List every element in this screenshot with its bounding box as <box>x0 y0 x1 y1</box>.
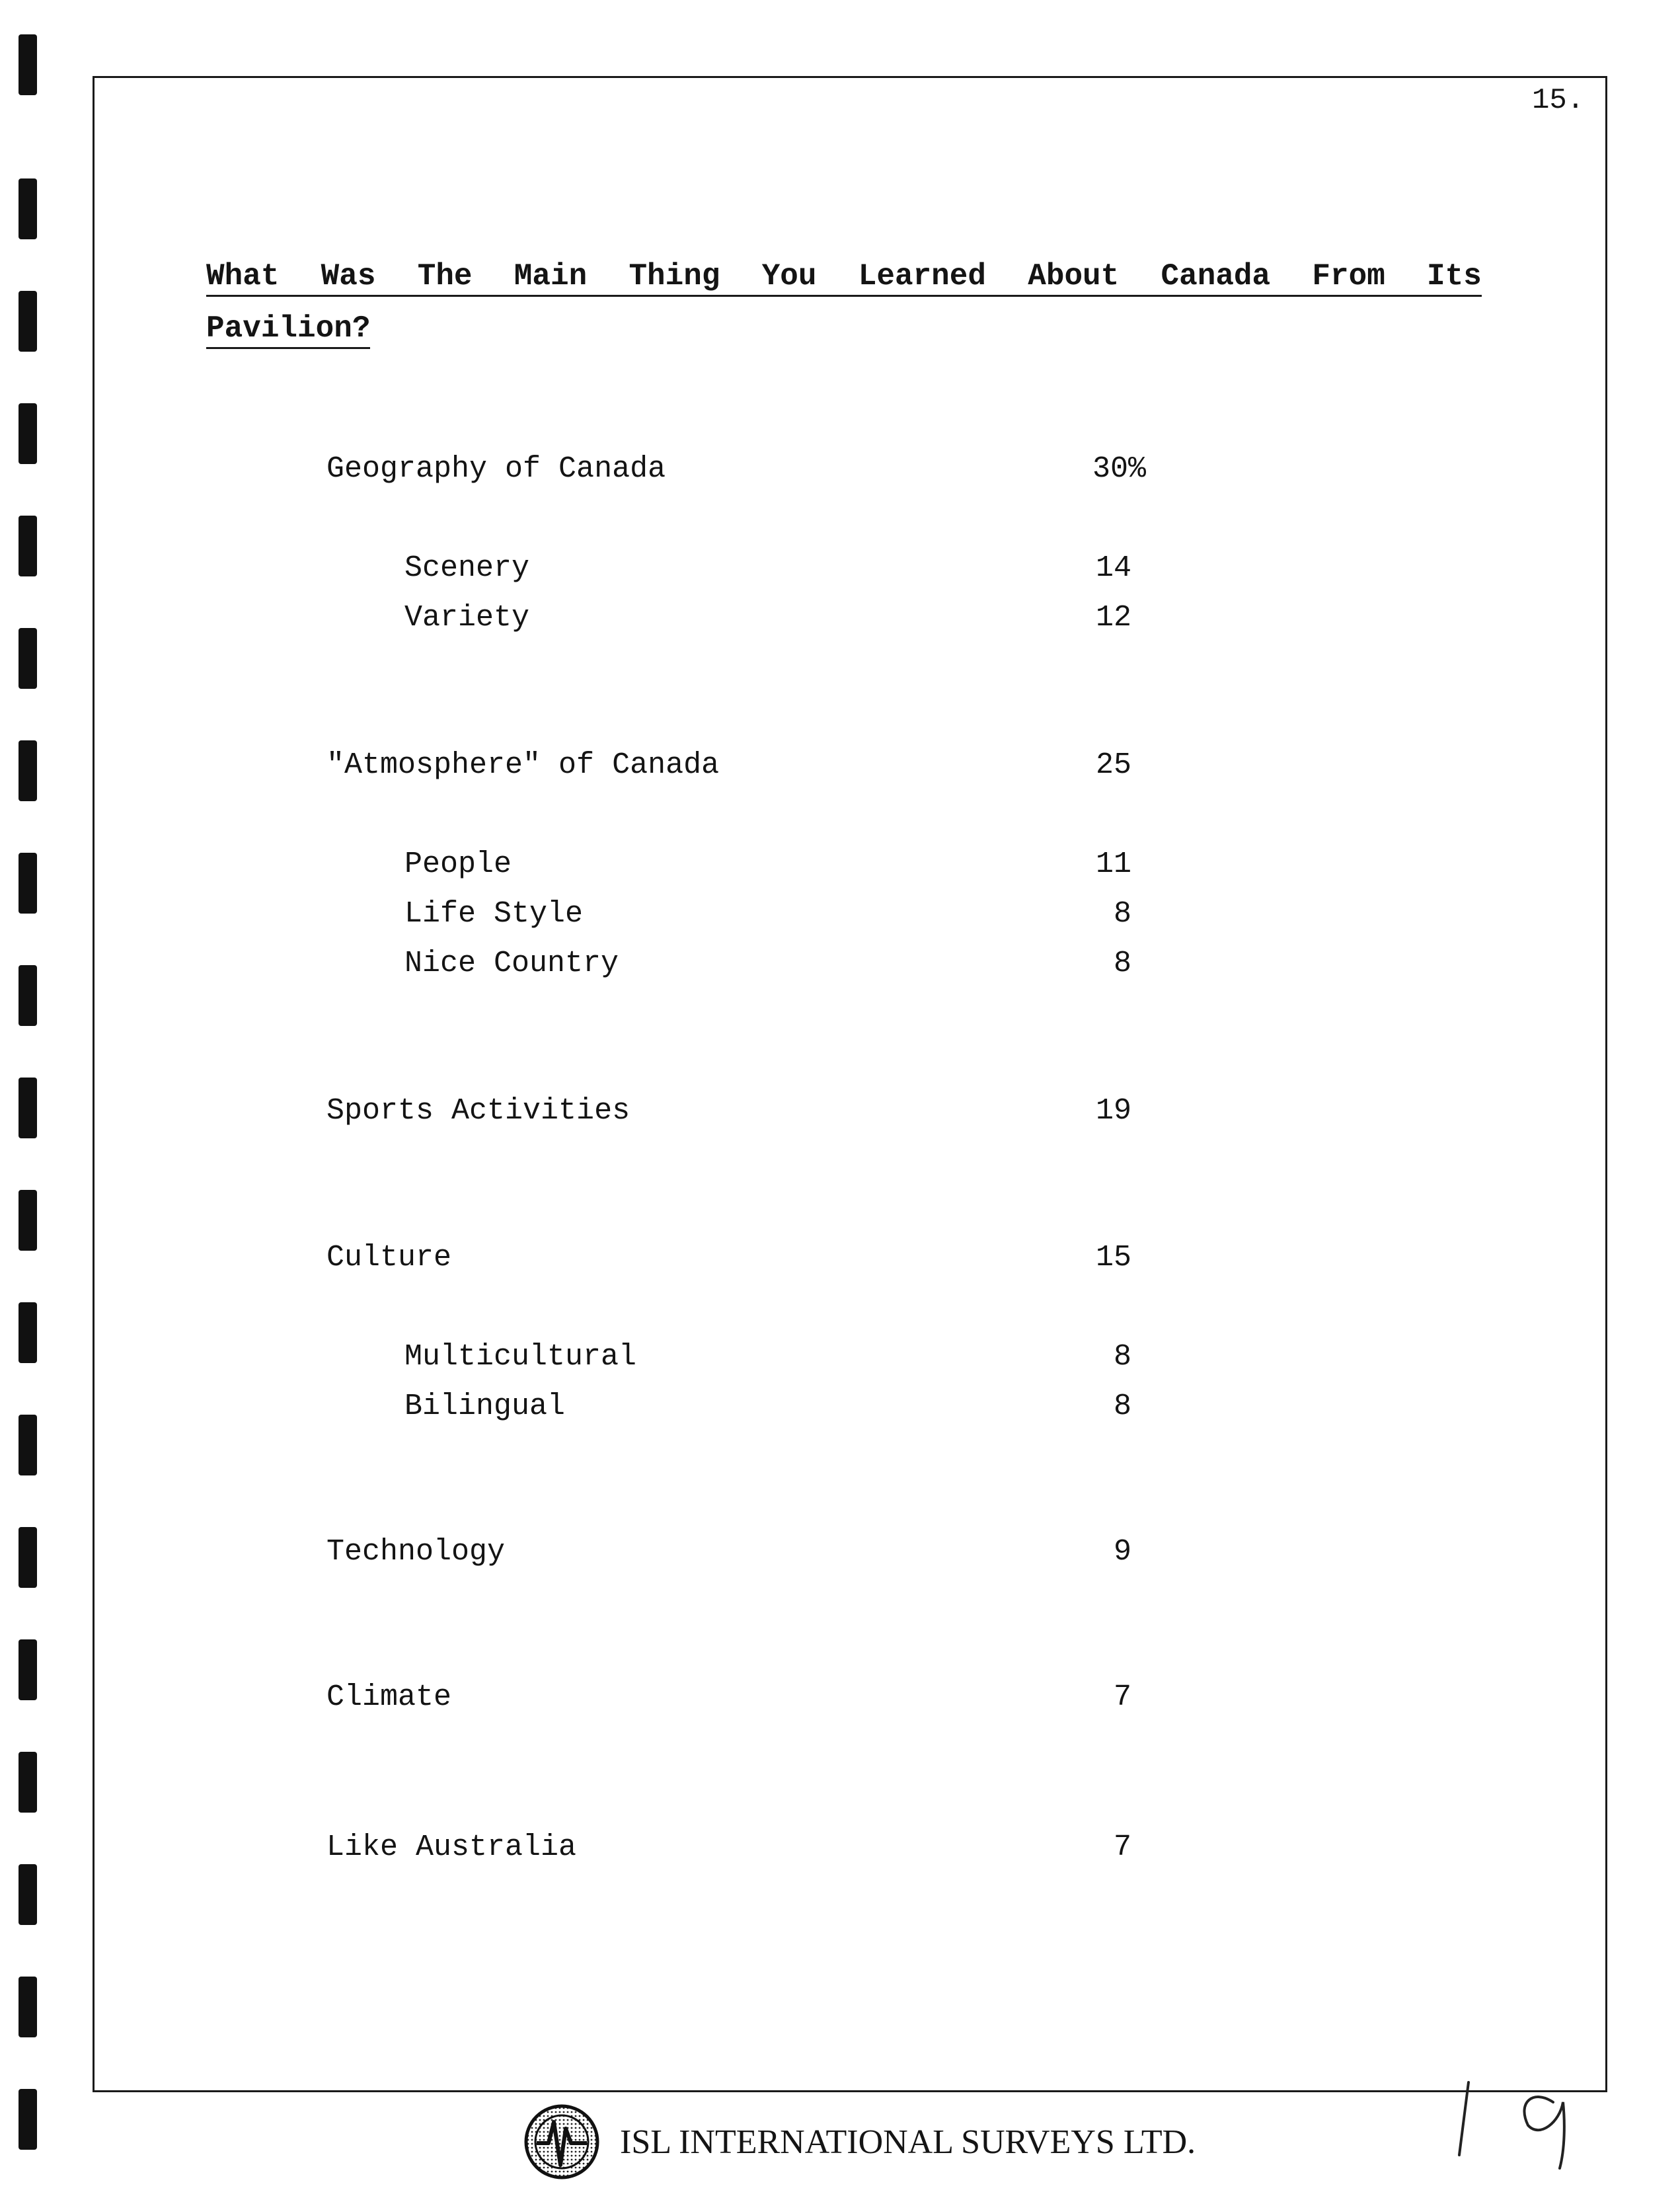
row-label: Multicultural <box>404 1340 637 1374</box>
row-label: "Atmosphere" of Canada <box>326 748 720 782</box>
binding-hole <box>19 34 37 95</box>
category-row <box>0 450 1680 489</box>
row-value: 15 <box>1095 1241 1131 1275</box>
page-frame <box>93 76 1607 2092</box>
title-line-1 <box>206 258 1482 297</box>
binding-hole <box>19 1977 37 2037</box>
title-word: About <box>1028 259 1120 294</box>
subcategory-row <box>0 944 1680 984</box>
row-label: Variety <box>404 601 530 635</box>
row-value: 30% <box>1092 452 1146 486</box>
row-value: 11 <box>1095 847 1131 881</box>
category-row <box>0 1678 1680 1717</box>
title-word: Canada <box>1161 259 1271 294</box>
category-row <box>0 746 1680 785</box>
title-word: Thing <box>629 259 720 294</box>
subcategory-row <box>0 598 1680 638</box>
title-word: The <box>417 259 473 294</box>
title-word: Main <box>514 259 588 294</box>
row-label: Geography of Canada <box>326 452 666 486</box>
row-label: Climate <box>326 1680 452 1714</box>
title-word: Was <box>321 259 376 294</box>
row-value: 19 <box>1095 1094 1131 1128</box>
footer <box>522 2099 1196 2185</box>
binding-hole <box>19 178 37 239</box>
title-line-2: Pavilion? <box>206 310 370 349</box>
subcategory-row <box>0 1337 1680 1377</box>
row-value: 12 <box>1095 601 1131 635</box>
title-word: Its <box>1427 259 1482 294</box>
binding-hole <box>19 1752 37 1813</box>
title-word: You <box>761 259 817 294</box>
title-word: Learned <box>858 259 986 294</box>
isl-globe-logo-icon <box>522 2102 601 2181</box>
row-value: 8 <box>1113 1340 1131 1374</box>
binding-hole <box>19 2089 37 2150</box>
category-row <box>0 1238 1680 1278</box>
title-word: From <box>1312 259 1385 294</box>
row-label: Sports Activities <box>326 1094 630 1128</box>
subcategory-row <box>0 845 1680 884</box>
row-value: 9 <box>1113 1535 1131 1569</box>
page-title <box>206 258 1482 349</box>
subcategory-row <box>0 549 1680 588</box>
row-label: Like Australia <box>326 1830 577 1864</box>
row-value: 25 <box>1095 748 1131 782</box>
category-row <box>0 1091 1680 1131</box>
row-value: 8 <box>1113 897 1131 931</box>
category-row <box>0 1828 1680 1867</box>
page-number: 15. <box>1532 84 1585 117</box>
binding-hole <box>19 1864 37 1925</box>
row-value: 8 <box>1113 947 1131 980</box>
handwritten-page-mark <box>1454 2076 1599 2175</box>
row-value: 8 <box>1113 1390 1131 1423</box>
row-value: 7 <box>1113 1680 1131 1714</box>
category-row <box>0 1532 1680 1572</box>
row-label: Bilingual <box>404 1390 566 1423</box>
row-label: Scenery <box>404 551 530 585</box>
row-label: Technology <box>326 1535 506 1569</box>
row-value: 14 <box>1095 551 1131 585</box>
company-name: ISL INTERNATIONAL SURVEYS LTD. <box>620 2123 1196 2161</box>
subcategory-row <box>0 894 1680 934</box>
title-word: What <box>206 259 280 294</box>
row-label: Culture <box>326 1241 452 1275</box>
subcategory-row <box>0 1387 1680 1427</box>
binding-hole <box>19 291 37 352</box>
row-label: Life Style <box>404 897 584 931</box>
row-label: People <box>404 847 512 881</box>
row-value: 7 <box>1113 1830 1131 1864</box>
row-label: Nice Country <box>404 947 619 980</box>
